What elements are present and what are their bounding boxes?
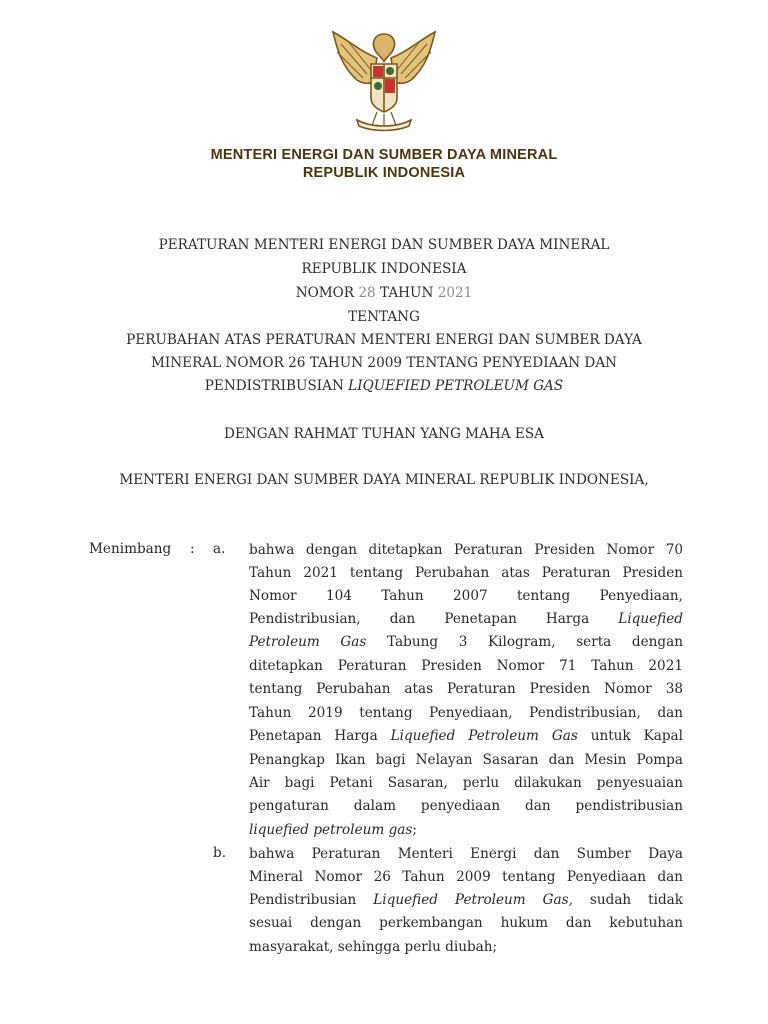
subject-line1: PERUBAHAN ATAS PERATURAN MENTERI ENERGI DAN SUMBER DAYA: [126, 332, 642, 348]
item-a-line1: bahwa dengan ditetapkan Peraturan Presiden Nomor 70: [249, 542, 683, 558]
item-a-line6: ditetapkan Peraturan Presiden Nomor 71 Tahun 2021: [249, 658, 683, 674]
tentang-heading: TENTANG: [348, 309, 420, 325]
item-b-line5: masyarakat, sehingga perlu diubah;: [249, 939, 498, 955]
item-a-line11: Air bagi Petani Sasaran, perlu dilakukan penyesuaian: [249, 775, 683, 791]
item-b-line3-post: sudah tidak: [589, 892, 683, 908]
item-b-line3: [249, 890, 683, 910]
nomor-label: NOMOR: [295, 285, 355, 301]
item-b-line3-italic: Liquefied Petroleum Gas,: [373, 892, 573, 908]
item-a-line7: tentang Perubahan atas Peraturan Presiden Nomor 38: [249, 681, 683, 697]
item-a-line4-italic: Liquefied: [618, 611, 683, 627]
item-a-line2: Tahun 2021 tentang Perubahan atas Peraturan Presiden: [249, 565, 683, 581]
item-a-line13-post: ;: [412, 822, 417, 838]
title-line1: PERATURAN MENTERI ENERGI DAN SUMBER DAYA MINERAL: [158, 237, 610, 253]
item-a-line9-post: untuk Kapal: [577, 728, 683, 744]
title-line2: REPUBLIK INDONESIA: [301, 261, 467, 277]
subject-line3-text: PENDISTRIBUSIAN: [204, 378, 349, 394]
menteri-line: MENTERI ENERGI DAN SUMBER DAYA MINERAL REPUBLIK INDONESIA,: [119, 472, 649, 488]
item-a-line8: Tahun 2019 tentang Penyediaan, Pendistribusian, dan: [249, 705, 683, 721]
subject-line3: [0, 378, 768, 394]
item-a-line9-italic: Liquefied Petroleum Gas: [390, 728, 578, 744]
item-b-line3-pre: Pendistribusian: [249, 892, 357, 908]
ministry-header-line2: REPUBLIK INDONESIA: [302, 165, 466, 181]
ministry-header-line1: MENTERI ENERGI DAN SUMBER DAYA MINERAL: [210, 147, 558, 163]
item-a-line4-text: Pendistribusian, dan Penetapan Harga: [249, 611, 590, 627]
item-a-line4: [249, 609, 683, 629]
nomor-value: 28: [358, 285, 376, 301]
rahmat-line: DENGAN RAHMAT TUHAN YANG MAHA ESA: [224, 426, 544, 442]
menimbang-label: Menimbang: [89, 541, 172, 557]
item-a-line5: [249, 632, 683, 652]
item-a-line13-italic: liquefied petroleum gas: [249, 822, 413, 838]
item-a-line9: [249, 726, 683, 746]
item-a-line5-text: Tabung 3 Kilogram, serta dengan: [387, 634, 683, 650]
item-b-marker: b.: [213, 845, 227, 861]
subject-line3-italic: LIQUEFIED PETROLEUM GAS: [348, 378, 564, 394]
tahun-label: TAHUN: [380, 285, 434, 301]
item-a-line12: pengaturan dalam penyediaan dan pendistribusian: [249, 798, 683, 814]
item-a-line10: Penangkap Ikan bagi Nelayan Sasaran dan Mesin Pompa: [249, 752, 683, 768]
item-a-line5-italic: Petroleum Gas: [249, 634, 367, 650]
item-a-marker: a.: [213, 541, 226, 557]
item-b-line1: bahwa Peraturan Menteri Energi dan Sumber Daya: [249, 846, 683, 862]
item-a-line9-pre: Penetapan Harga: [249, 728, 391, 744]
subject-line2: MINERAL NOMOR 26 TAHUN 2009 TENTANG PENYEDIAAN DAN: [150, 355, 618, 371]
item-b-line2: Mineral Nomor 26 Tahun 2009 tentang Penyediaan dan: [249, 869, 683, 885]
item-a-line3: Nomor 104 Tahun 2007 tentang Penyediaan,: [249, 588, 683, 604]
tahun-value: 2021: [437, 285, 473, 301]
title-number-line: [0, 285, 768, 301]
item-a-line13: [249, 820, 683, 840]
garuda-emblem-icon: [327, 28, 441, 138]
item-b-line4: sesuai dengan perkembangan hukum dan kebutuhan: [249, 915, 683, 931]
menimbang-colon: :: [190, 541, 195, 557]
